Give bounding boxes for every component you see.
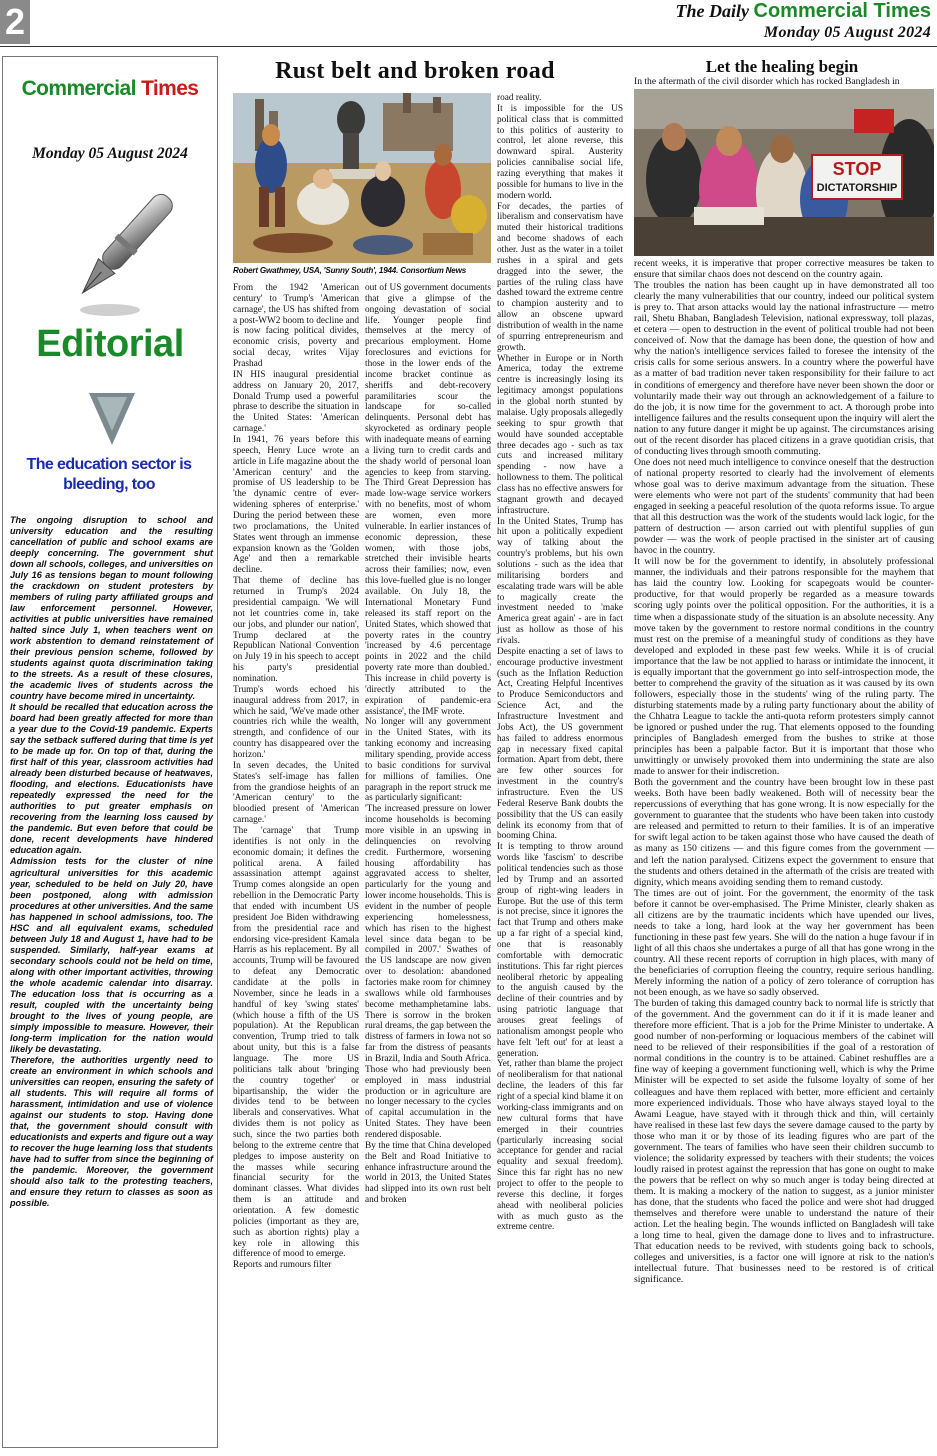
paragraph: Therefore, the authorities urgently need to create an environment in which schools and universities can reopen, ensuring the safety of all students. This will require all forms of harassment, intimidation and use of violence against our students to stop. Having done that, the government should consult with educationists and experts and figure out a way to recover the huge learning loss that students have had to suffer from since the beginning of the pandemic. Moreover, the government should also talk to the protesting teachers, and ensure they return to classes as soon as possible. (10, 1054, 213, 1208)
paragraph: No longer will any government in the United States, with its tanking economy and increasing military spending, provide access to basic conditions for survival for millions of families. One paragraph in the report struck me as particularly significant: (365, 717, 491, 804)
paragraph: Admission tests for the cluster of nine agricultural universities for this academic year, scheduled to be held on July 20, have been postponed, along with admission procedures at other universities. And the same has happened in school admissions, too. The HSC and all equivalent exams, scheduled between July 18 and August 1, have had to be suspended. Similarly, half-year exams at secondary schools could not be held on time, along with other important activities, throwing the whole academic calendar into disarray. The education loss that is occurring as a result, coupled with the uncertainty being brought to the lives of young people, are simply impossible to measure. However, their long-term implication for the nation would likely be devastating. (10, 856, 213, 1054)
section-label: Editorial (36, 323, 184, 365)
painting-caption: Robert Gwathmey, USA, 'Sunny South', 1944. Consortium News (233, 266, 467, 275)
paragraph: From the 1942 'American century' to Trump's 'American carnage', the US has shifted from a post-WW2 boom to decline and is now facing political divides, economic crisis, poverty and social decay, writes Vijay Prashad (233, 283, 359, 370)
header-rule (0, 46, 937, 47)
paragraph: recent weeks, it is imperative that proper corrective measures be taken to ensure that similar chaos does not descend on the country again. (634, 258, 934, 281)
masthead-prefix: The Daily (675, 1, 749, 21)
down-arrow-icon (89, 393, 135, 445)
paragraph: It is tempting to throw around words like 'fascism' to describe political tendencies such as those led by Trump and an assorted group of right-wing leaders in Europe. But the use of this term is not precise, since it ignores the fact that Trump and others make up a far right of a special kind, one that is reasonably comfortable with democratic institutions. This far right pierces neoliberal rhetoric by appealing to the anguish caused by the decline of their countries and by using patriotic language that arouses great feelings of nationalism amongst people who have felt 'left out' for at least a generation. (497, 842, 623, 1059)
article-column-1 (233, 283, 359, 1271)
paragraph: That theme of decline has returned in Trump's 2024 presidential campaign. 'We will not let countries come in, take our jobs, and plunder our nation', Trump declared at the Republican National Convention on July 19 in his speech to accept his party's presidential nomination. (233, 576, 359, 684)
paragraph: In 1941, 76 years before this speech, Henry Luce wrote an article in Life magazine about the 'American century' and the promise of US leadership to be 'the dynamic centre of ever-widening spheres of enterprise.' During the period between these two proclamations, the United States went through an immense expansion known as the 'Golden Age' and then a remarkable decline. (233, 435, 359, 576)
paragraph: Despite enacting a set of laws to encourage productive investment (such as the Inflation Reduction Act, Creating Helpful Incentives to Produce Semiconductors and Science Act, and the Infrastructure Investment and Jobs Act), the US government has failed to address enormous gap in necessary fixed capital formation. Apart from debt, there are few other sources for investment in the country's infrastructure. Even the US Federal Reserve Bank doubts the possibility that the US can easily delink its economy from that of booming China. (497, 646, 623, 842)
paragraph: Yet, rather than blame the project of neoliberalism for that national decline, the leaders of this far right of a special kind blame it on working-class immigrants and on new cultural forms that have emerged in their countries (particularly increasing social acceptance for gender and racial equality and sexual freedom). Since this far right has no new project to offer to the people to reverse this decline, it forges ahead with neoliberal policies with as much gusto as the extreme centre. (497, 1059, 623, 1233)
paragraph: In seven decades, the United States's self-image has fallen from the grandiose heights of an 'American century' to the bloodied present of 'American carnage.' (233, 760, 359, 826)
protest-sign-line-1: STOP (832, 159, 882, 179)
brand-part-1: Commercial (21, 77, 136, 100)
paragraph: It is impossible for the US political class that is committed to this politics of austerity to control, let alone reverse, this downward spiral. Austerity policies cannibalise social life, razing everything that makes it possible for humans to live in the modern world. (497, 103, 623, 201)
article-column-2 (365, 283, 491, 1206)
paragraph: IN HIS inaugural presidential address on January 20, 2017, Donald Trump used a powerful phrase to describe the situation in the United States: 'American carnage.' (233, 369, 359, 435)
fountain-pen-icon (58, 182, 178, 332)
paragraph: By the time that China developed the Belt and Road Initiative to enhance infrastructure around the world in 2013, the United States had slipped into its own rust belt and broken (365, 1140, 491, 1206)
paragraph: One does not need much intelligence to convince oneself that the destruction of national property resorted to clearly had the involvement of elements whose goal was to derive maximum advantage from the situation. These were elements who were not part of the students' community that had been engaged in seeking a peaceful resolution of the quota reforms issue. To argue that all this destruction was the work of the students would lack logic, for the pattern of destruction — arson carried out with plentiful supplies of gun powder — was the work of people practised in the sinister art of causing havoc in the country. (634, 456, 934, 557)
page-number: 2 (0, 0, 30, 44)
masthead-date: Monday 05 August 2024 (763, 24, 931, 41)
paragraph: The ongoing disruption to school and university education and the resulting cancellation of public and school exams are deeply concerning. The government shut down all schools, colleges, and universities on July 16 as tensions began to mount following the crackdown on student protesters by members of ruling party affiliated groups and law enforcement personnel. However, activities at public universities have remained halted since July 1, when teachers went on work abstention to demand reinstatement of their previous pension scheme, followed by students against quota discrimination taking to the streets. As a result of these closures, the academic lives of students across the country have become mired in uncertainty. (10, 515, 213, 702)
editorial-body (10, 515, 213, 1209)
paragraph: road reality. (497, 93, 542, 103)
paragraph: Reports and rumours filter (233, 1260, 332, 1271)
article-column-3 (497, 93, 623, 1233)
masthead (676, 0, 932, 42)
right-article-intro: In the aftermath of the civil disorder which has rocked Bangladesh in (634, 76, 900, 87)
paragraph: The 'carnage' that Trump identifies is not only in the economic domain; it defines the political arena. A failed assassination attempt against Trump comes alongside an open rebellion in the Democratic Party that ended with incumbent US president Joe Biden withdrawing from the presidential race and endorsing vice-president Kamala Harris as his replacement. By all accounts, Trump will be favoured to defeat any Democratic candidate at the polls in November, since he leads in a handful of key 'swing states' (which house a fifth of the US population). At the Republican convention, Trump tried to talk about unity, but this is a false language. The more US politicians talk about 'bringing the country together' or bipartisanship, the wider the divides tend to be between liberals and conservatives. What divides them is not policy as such, since the two parties both belong to the extreme centre that pledges to impose austerity on the masses while securing financial security for the dominant classes. What divides them is an attitude and orientation. A few domestic policies (important as they are, such as abortion rights) play a key role in allowing this difference of mood to emerge. (233, 825, 359, 1260)
editorial-sidebar (2, 56, 218, 1448)
sidebar-brand (3, 77, 217, 101)
protest-photo (634, 89, 934, 256)
paragraph: The troubles the nation has been caught up in have demonstrated all too clearly the many vulnerabilities that our country, indeed our political system is prey to. That arson attacks would lay the national infrastructure — metro rail, Shetu Bhaban, Bangladesh Television, national expressway, toll plazas, et cetera — open to destruction in the event of political trouble had not been conceived of. Now that the damage has been done, the question of how and why the nation's intelligence services failed to foresee the intensity of the crisis calls for some serious answers. In a country where the powerful have as a matter of bad tradition never taken responsibility for their failure to act in conditions of emergency and therefore have never been shown the door or voluntarily made their way out through an acknowledgement of a failure to do the job, it is now time for the government to act. A thorough probe into intelligence failures and the results consequent upon the inquiry will alert the nation to any future danger it might be up against. The circumstances arising out of the recent disorder has placed citizens in a grave quotidian crisis, that of conducting lives through smooth commuting. (634, 280, 934, 457)
masthead-name: Commercial Times (753, 0, 931, 22)
paragraph: It will now be for the government to identify, in absolutely professional manner, the individuals and their patrons responsible for the mayhem that has laid the country low. Looking for scapegoats would be counter-productive, for that would properly be regarded as a measure towards scoring ugly points over the political opposition. For the authorities, it is a time when a dispassionate study of the situation is an absolute necessity. Any move taken by the government to restore normal conditions in the country must rest on the premise of a meaningful study of conditions as they have developed and exploded in these past few weeks. While it is of crucial importance that the law be not applied to harass or intimidate the innocent, it is equally important that the government go into self-introspection mode, the better to comprehend the gravity of the situation as it was caused by its own followers, especially those in the students' wing of the ruling party. The disturbing statements made by a ruling party functionary about the ability of the Chhatra League to tackle the anti-quota reform protesters simply cannot be ignored or pushed under the rug. That elements opposed to the founding principles of Bangladesh emerged from the bushes to strike at those principles has been a palpable factor. But it is important that those who unwittingly or unwisely provoked them into undermining the state are also made to answer for their indiscretion. (634, 556, 934, 778)
paragraph: Trump's words echoed his inaugural address from 2017, in which he said, 'We've made other countries rich while the wealth, strength, and confidence of our country has disappeared over the horizon.' (233, 684, 359, 760)
protest-sign-line-2: DICTATORSHIP (816, 182, 898, 194)
article-title: Rust belt and broken road (275, 58, 555, 84)
paragraph: Both the government and the country have been brought low in these past weeks. Both have been badly weakened. Both will of necessity bear the repercussions of everything that has gone wrong. It is now especially for the government to guarantee that the students who have been taken into custody are released and permitted to return to their families. It is of an imperative for swift legal action to be taken against those who have caused the death of as many as 150 citizens — and this figure comes from the government — and left the nation paralysed. Citizens expect the government to ensure that the students and others detained in the aftermath of the crisis are treated with dignity, which means avoiding sending them to remand custody. (634, 777, 934, 888)
right-article-body (634, 258, 934, 1285)
painting-image (233, 93, 491, 263)
right-article-title: Let the healing begin (705, 57, 859, 76)
paragraph: 'The increased pressure on lower income households is becoming more visible in an upswing in delinquencies on revolving credit. Furthermore, worsening housing affordability has aggravated access to shelter, particularly for the young and lower income households. This is evident in the number of people experiencing homelessness, which has risen to the highest level since data began to be compiled in 2007.' Swathes of the US landscape are now given over to desolation: abandoned factories make room for chimney swallows while old farmhouses become methamphetamine labs. There is sorrow in the broken rural dreams, the gap between the distress of farmers in Iowa not so far from the distress of peasants in Brazil, India and South Africa. Those who had previously been employed in mass industrial production or in agriculture are no longer necessary to the cycles of capital accumulation in the United States. They have been rendered disposable. (365, 804, 491, 1141)
protest-illustration (634, 89, 934, 256)
painting-illustration (233, 93, 491, 263)
paragraph: The burden of taking this damaged country back to normal life is strictly that of the government. And the government can do it if it is made leaner and therefore more efficient. That is a job for the Prime Minister to undertake. A good number of non-performing or loquacious members of the cabinet will need to be relieved of their responsibilities if the goal of a restoration of normal conditions in the country is to be attained. Cabinet reshuffles are a fine way of keeping a government functioning well, which is why the Prime Minister will be expected to set aside the fulsome loyalty of some of her colleagues and have them replaced with better, more efficient and certainly more experienced individuals. Those who have always stayed loyal to the Awami League, have stayed with it through thick and thin, will certainly have realised in these last few days the severe damage caused to the party by those who man it or by those of its leading figures who are part of the government. The tears of families who have seen their children succumb to violence; the solidarity expressed by teachers with their students; the voices loudly raised in protest against the repression that has gone on ought to make the powers that be reflect on why so much anger is today being directed at them. It is making a mockery of the nation to suggest, as a junior minister has done, that the students who faced the police and were shot had drugged themselves and therefore were unable to understand the nature of their action. Let the healing begin. The wounds inflicted on Bangladesh will take a long time to heal, given the damage done to lives and to infrastructure. That education needs to be revived, with students going back to schools, colleges and universities, is a factor one will ignore at risk to the nation's intellectual future. That businesses need to be restored is of critical significance. (634, 998, 934, 1286)
paragraph: In the United States, Trump has hit upon a politically expedient way of talking about the country's problems, but his own solutions - such as the idea that militarising borders and escalating trade wars will be able to magically create the investment needed to 'make America great again' - are in fact just as hollow as those of his rivals. (497, 516, 623, 646)
brand-part-2: Times (141, 77, 199, 100)
sidebar-date: Monday 05 August 2024 (32, 145, 188, 162)
paragraph: For decades, the parties of liberalism and conservatism have muted their historical traditions and become shadows of each other. Just as the water in a toilet rushes in a spiral and gets dragged into the sewer, the parties of the ruling class have dashed toward the extreme centre to champion austerity and to allow an obscene upward distribution of wealth in the name of spurring entrepreneurism and growth. (497, 201, 623, 353)
paragraph: Whether in Europe or in North America, today the extreme centre is increasingly losing its legitimacy amongst populations in the global north stunted by malaise. Ugly proposals allegedly seeking to spur growth that would have sounded acceptable three decades ago - such as tax cuts and increased military spending - now have a hollowness to them. The political class has no effective answers for stagnant growth and decayed infrastructure. (497, 353, 623, 516)
paragraph: The times are out of joint. For the government, the enormity of the task before it cannot be over-emphasised. The Prime Minister, clearly shaken as all citizens are by the traumatic incidents which have upended our lives, needs to take a long, hard look at the way her government has been functioning in these past few years. She will do the nation a huge favour if in light of all this chaos she undertakes a purge of all that has gone wrong in the country. All these recent reports of corruption in high places, with many of the beneficiaries of corruption fleeing the country, require serious handling. Merely informing the nation of a policy of zero tolerance of corruption has not been enough, as we have so sadly observed. (634, 887, 934, 999)
paragraph: out of US government documents that give a glimpse of the ongoing devastation of social life. Younger people find themselves at the mercy of precarious employment. Home foreclosures and evictions for those in the lower ends of the income bracket continue as sheriffs and debt-recovery paramilitaries scour the landscape for so-called delinquents. Personal debt has skyrocketed as ordinary people with inadequate means of earning a living turn to credit cards and the shady world of personal loan agencies to keep from starving. The Third Great Depression has made low-wage service workers with no benefits, most of whom are women, even more vulnerable. In earlier instances of economic depression, these women, with those jobs, stretched their invisible hearts across their families; now, even this love-fuelled glue is no longer available. On July 18, the International Monetary Fund released its staff report on the United States, which showed that poverty rates in the country 'increased by 4.6 percentage points in 2022 and the child poverty rate more than doubled.' This increase in child poverty is 'directly attributed to the expiration of pandemic-era assistance', the IMF wrote. (365, 283, 491, 717)
editorial-headline: The education sector is bleeding, too (26, 456, 192, 493)
paragraph: It should be recalled that education across the board had been greatly affected for more than a year due to the Covid-19 pandemic. Experts say the setback suffered during that time is yet to be made up for. On top of that, during the first half of this year, classroom activities had already been disturbed because of heatwaves, flooding, and elections. Educationists have repeatedly expressed the need for the authorities to put greater emphasis on recovering from the learning loss caused by the pandemic. But even before that could be done, recent developments have hindered education again. (10, 702, 213, 856)
